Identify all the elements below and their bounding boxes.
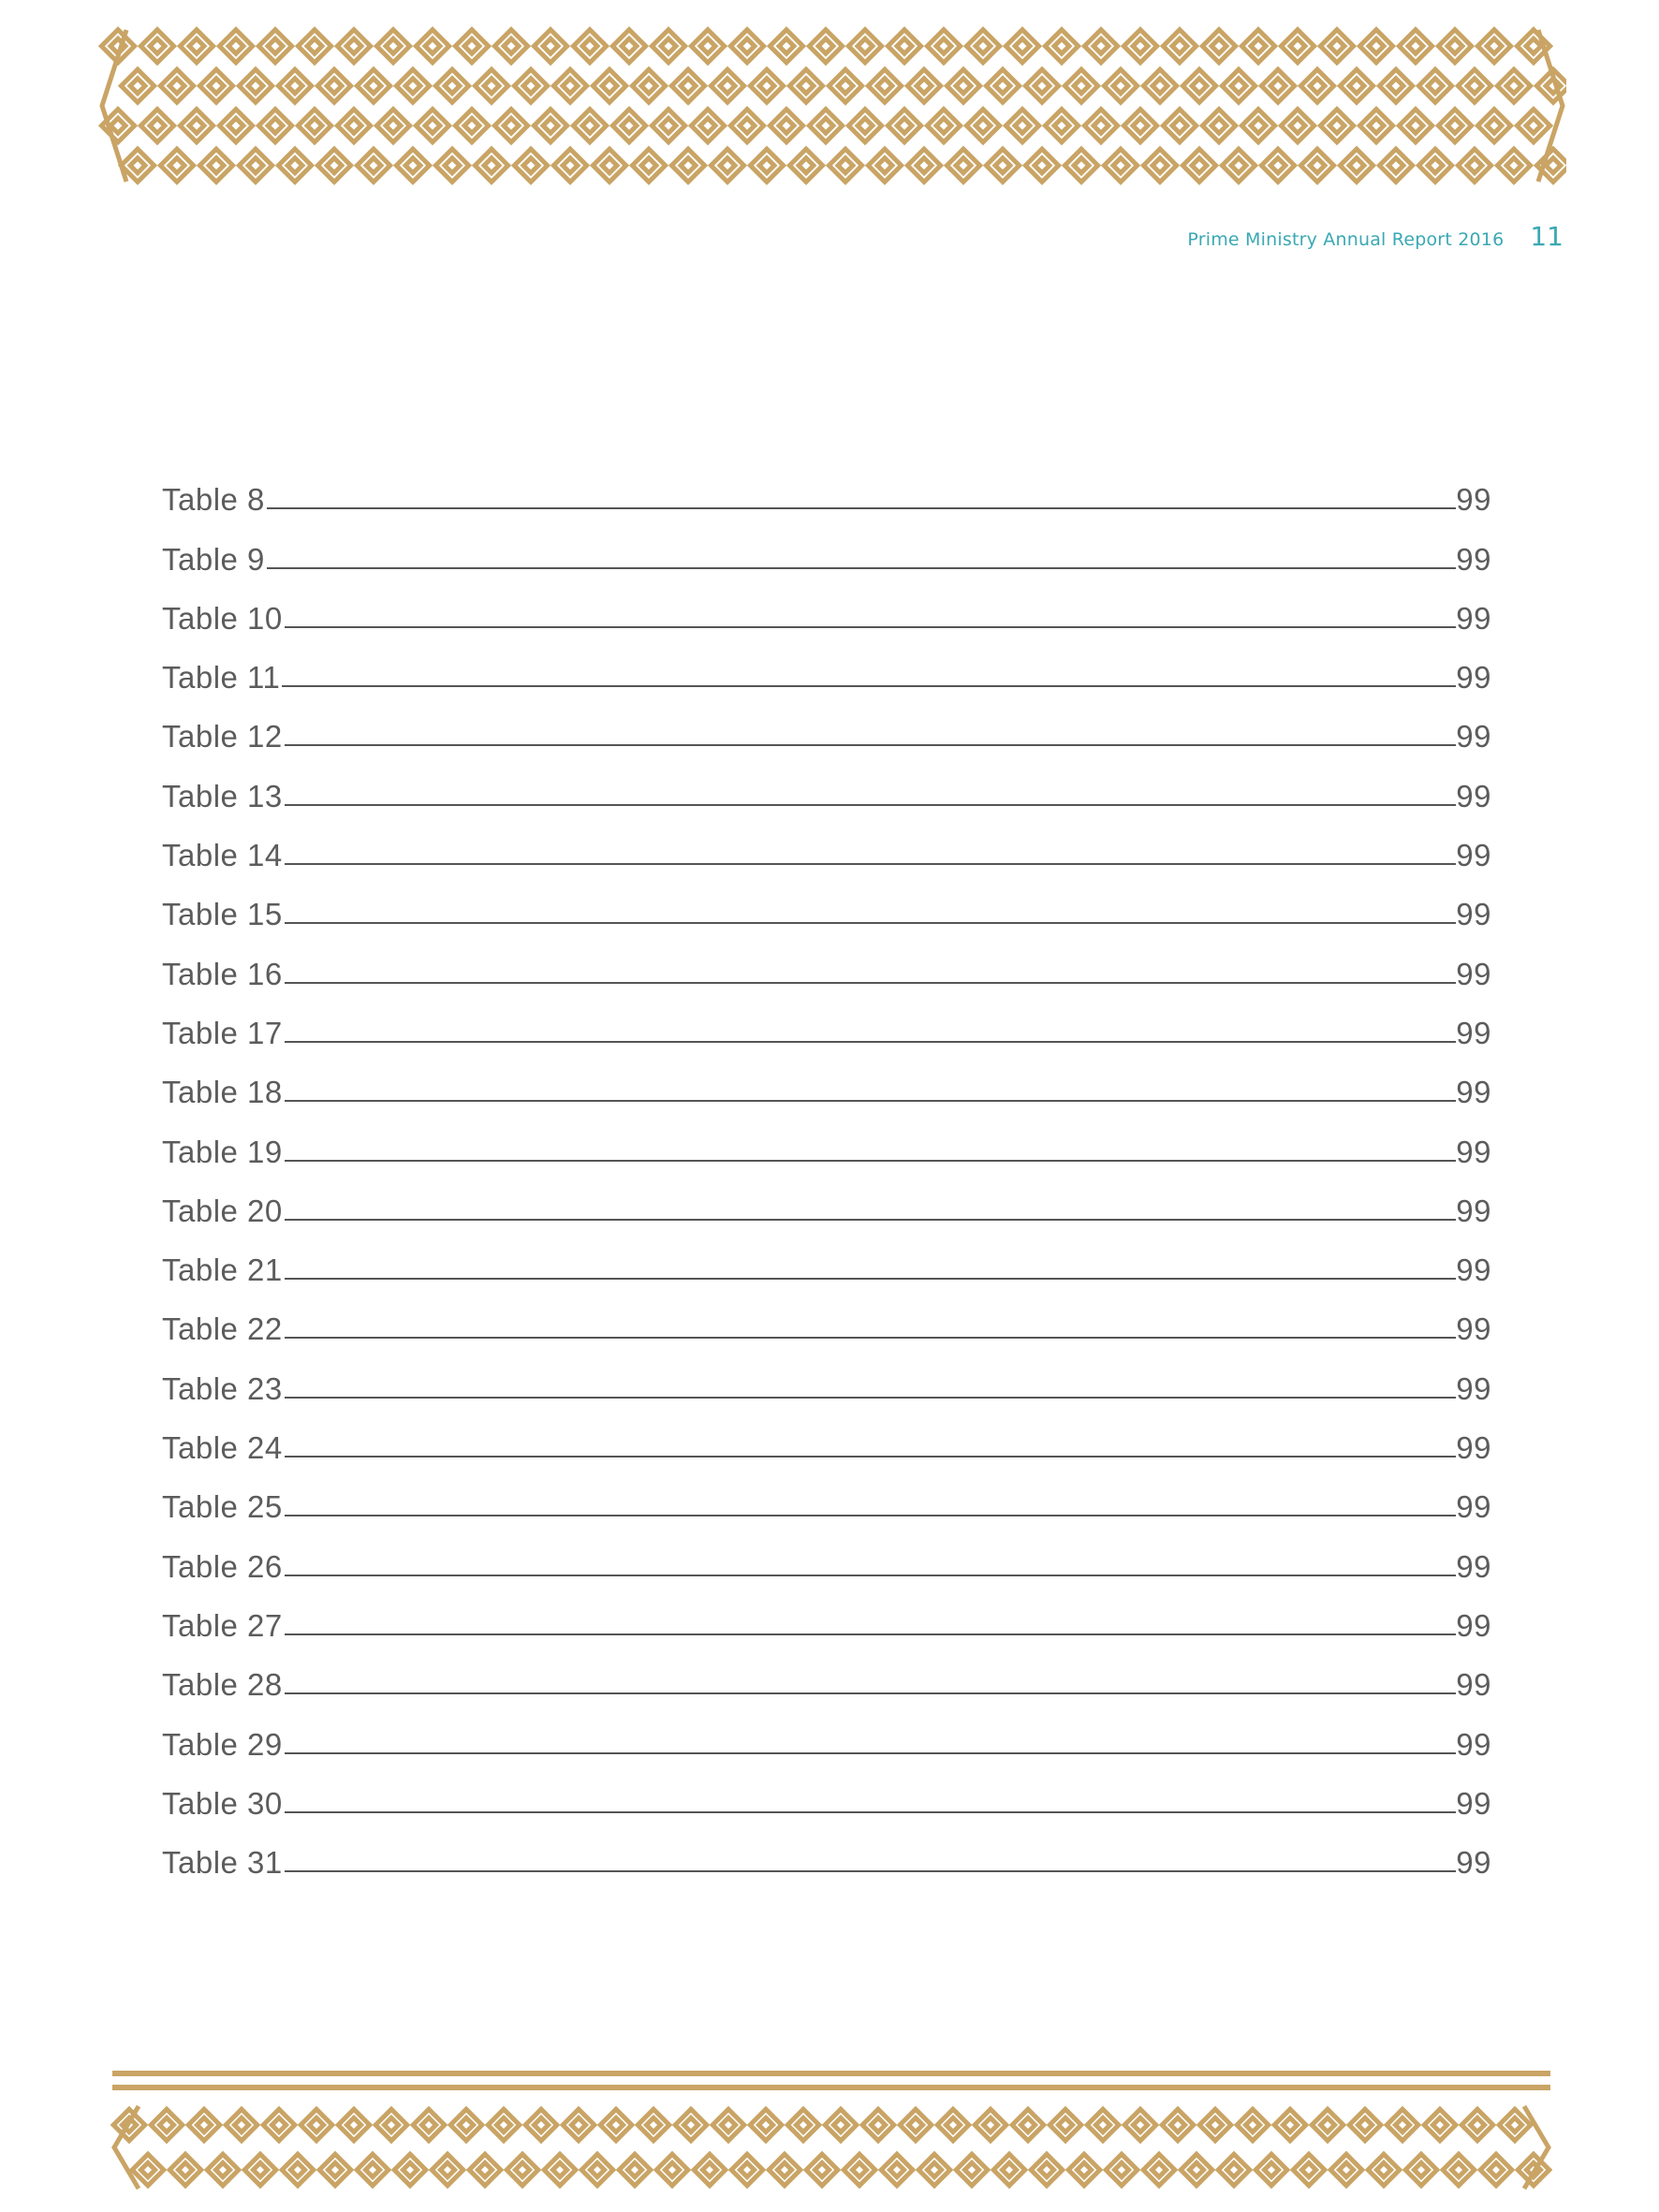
toc-entry-page: 99	[1456, 1430, 1491, 1466]
top-ornament-border	[98, 26, 1566, 185]
toc-entry-page: 99	[1456, 778, 1491, 813]
toc-entry[interactable]	[162, 814, 1491, 873]
toc-entry-label: Table 22	[162, 1311, 283, 1347]
toc-entry[interactable]	[162, 873, 1491, 932]
toc-leader-line	[285, 1099, 1457, 1102]
toc-entry[interactable]	[162, 1822, 1491, 1881]
toc-entry-label: Table 14	[162, 838, 283, 873]
toc-entry-label: Table 29	[162, 1726, 283, 1762]
toc-leader-line	[285, 1514, 1457, 1516]
toc-leader-line	[285, 803, 1457, 806]
toc-leader-line	[267, 506, 1456, 509]
toc-entry[interactable]	[162, 1288, 1491, 1347]
toc-entry-label: Table 10	[162, 600, 283, 636]
table-of-contents	[162, 459, 1491, 1881]
toc-entry[interactable]	[162, 1229, 1491, 1288]
running-header	[1187, 221, 1564, 252]
toc-entry-page: 99	[1456, 1726, 1491, 1762]
toc-entry[interactable]	[162, 992, 1491, 1051]
toc-leader-line	[282, 684, 1456, 687]
toc-entry[interactable]	[162, 1763, 1491, 1822]
toc-entry-label: Table 25	[162, 1489, 283, 1525]
toc-entry[interactable]	[162, 1407, 1491, 1466]
toc-entry-label: Table 30	[162, 1785, 283, 1821]
toc-leader-line	[285, 1692, 1457, 1694]
toc-entry-label: Table 13	[162, 778, 283, 813]
toc-entry-label: Table 26	[162, 1548, 283, 1584]
toc-entry-page: 99	[1456, 897, 1491, 932]
toc-leader-line	[285, 1159, 1457, 1162]
toc-entry-label: Table 11	[162, 660, 281, 696]
toc-entry-label: Table 18	[162, 1075, 283, 1110]
header-title: Prime Ministry Annual Report 2016	[1187, 229, 1505, 250]
toc-entry-page: 99	[1456, 719, 1491, 754]
toc-entry[interactable]	[162, 1644, 1491, 1703]
toc-entry-page: 99	[1456, 541, 1491, 577]
toc-entry-page: 99	[1456, 1845, 1491, 1881]
toc-leader-line	[285, 1396, 1457, 1399]
toc-entry-label: Table 15	[162, 897, 283, 932]
toc-entry[interactable]	[162, 932, 1491, 991]
page-number: 11	[1530, 221, 1564, 252]
toc-entry-page: 99	[1456, 1785, 1491, 1821]
toc-entry-page: 99	[1456, 482, 1491, 518]
toc-entry-label: Table 31	[162, 1845, 283, 1881]
toc-entry-page: 99	[1456, 1548, 1491, 1584]
toc-leader-line	[285, 981, 1457, 984]
toc-entry[interactable]	[162, 1525, 1491, 1584]
toc-entry-page: 99	[1456, 660, 1491, 696]
toc-leader-line	[285, 1633, 1457, 1635]
toc-leader-line	[285, 1455, 1457, 1458]
toc-entry[interactable]	[162, 1703, 1491, 1762]
toc-entry-label: Table 8	[162, 482, 265, 518]
toc-entry-label: Table 9	[162, 541, 265, 577]
toc-leader-line	[285, 921, 1457, 924]
toc-entry[interactable]	[162, 518, 1491, 577]
toc-entry-page: 99	[1456, 1370, 1491, 1406]
footer-rule-lower	[112, 2085, 1550, 2090]
bottom-ornament-border	[110, 2102, 1552, 2192]
toc-leader-line	[285, 1218, 1457, 1221]
toc-leader-line	[285, 1574, 1457, 1576]
toc-entry[interactable]	[162, 1466, 1491, 1525]
toc-entry-page: 99	[1456, 956, 1491, 991]
toc-entry-page: 99	[1456, 600, 1491, 636]
toc-leader-line	[267, 566, 1456, 569]
toc-entry-label: Table 27	[162, 1607, 283, 1643]
toc-entry-page: 99	[1456, 1311, 1491, 1347]
toc-entry-page: 99	[1456, 1134, 1491, 1169]
toc-leader-line	[285, 1869, 1457, 1872]
toc-leader-line	[285, 1040, 1457, 1043]
toc-entry-label: Table 24	[162, 1430, 283, 1466]
toc-entry-label: Table 19	[162, 1134, 283, 1169]
toc-entry-page: 99	[1456, 1607, 1491, 1643]
toc-entry[interactable]	[162, 1170, 1491, 1229]
toc-leader-line	[285, 1277, 1457, 1280]
toc-entry[interactable]	[162, 696, 1491, 754]
toc-entry[interactable]	[162, 578, 1491, 637]
toc-entry-label: Table 20	[162, 1193, 283, 1228]
toc-entry[interactable]	[162, 1347, 1491, 1406]
toc-leader-line	[285, 1751, 1457, 1754]
toc-entry-page: 99	[1456, 1489, 1491, 1525]
toc-entry[interactable]	[162, 459, 1491, 518]
toc-entry[interactable]	[162, 637, 1491, 696]
toc-leader-line	[285, 1336, 1457, 1339]
toc-entry-label: Table 21	[162, 1252, 283, 1288]
toc-leader-line	[285, 743, 1457, 746]
toc-entry[interactable]	[162, 1051, 1491, 1110]
footer-rule-upper	[112, 2071, 1550, 2076]
toc-entry-label: Table 12	[162, 719, 283, 754]
toc-entry-page: 99	[1456, 1075, 1491, 1110]
toc-leader-line	[285, 862, 1457, 865]
toc-entry[interactable]	[162, 754, 1491, 813]
toc-entry[interactable]	[162, 1110, 1491, 1169]
toc-entry-label: Table 17	[162, 1015, 283, 1050]
toc-entry-page: 99	[1456, 1667, 1491, 1703]
toc-entry-page: 99	[1456, 1252, 1491, 1288]
toc-entry-page: 99	[1456, 1193, 1491, 1228]
toc-leader-line	[285, 625, 1457, 628]
toc-entry-label: Table 23	[162, 1370, 283, 1406]
toc-entry-label: Table 16	[162, 956, 283, 991]
toc-entry-page: 99	[1456, 1015, 1491, 1050]
toc-leader-line	[285, 1810, 1457, 1813]
toc-entry-label: Table 28	[162, 1667, 283, 1703]
toc-entry-page: 99	[1456, 838, 1491, 873]
toc-entry[interactable]	[162, 1585, 1491, 1644]
